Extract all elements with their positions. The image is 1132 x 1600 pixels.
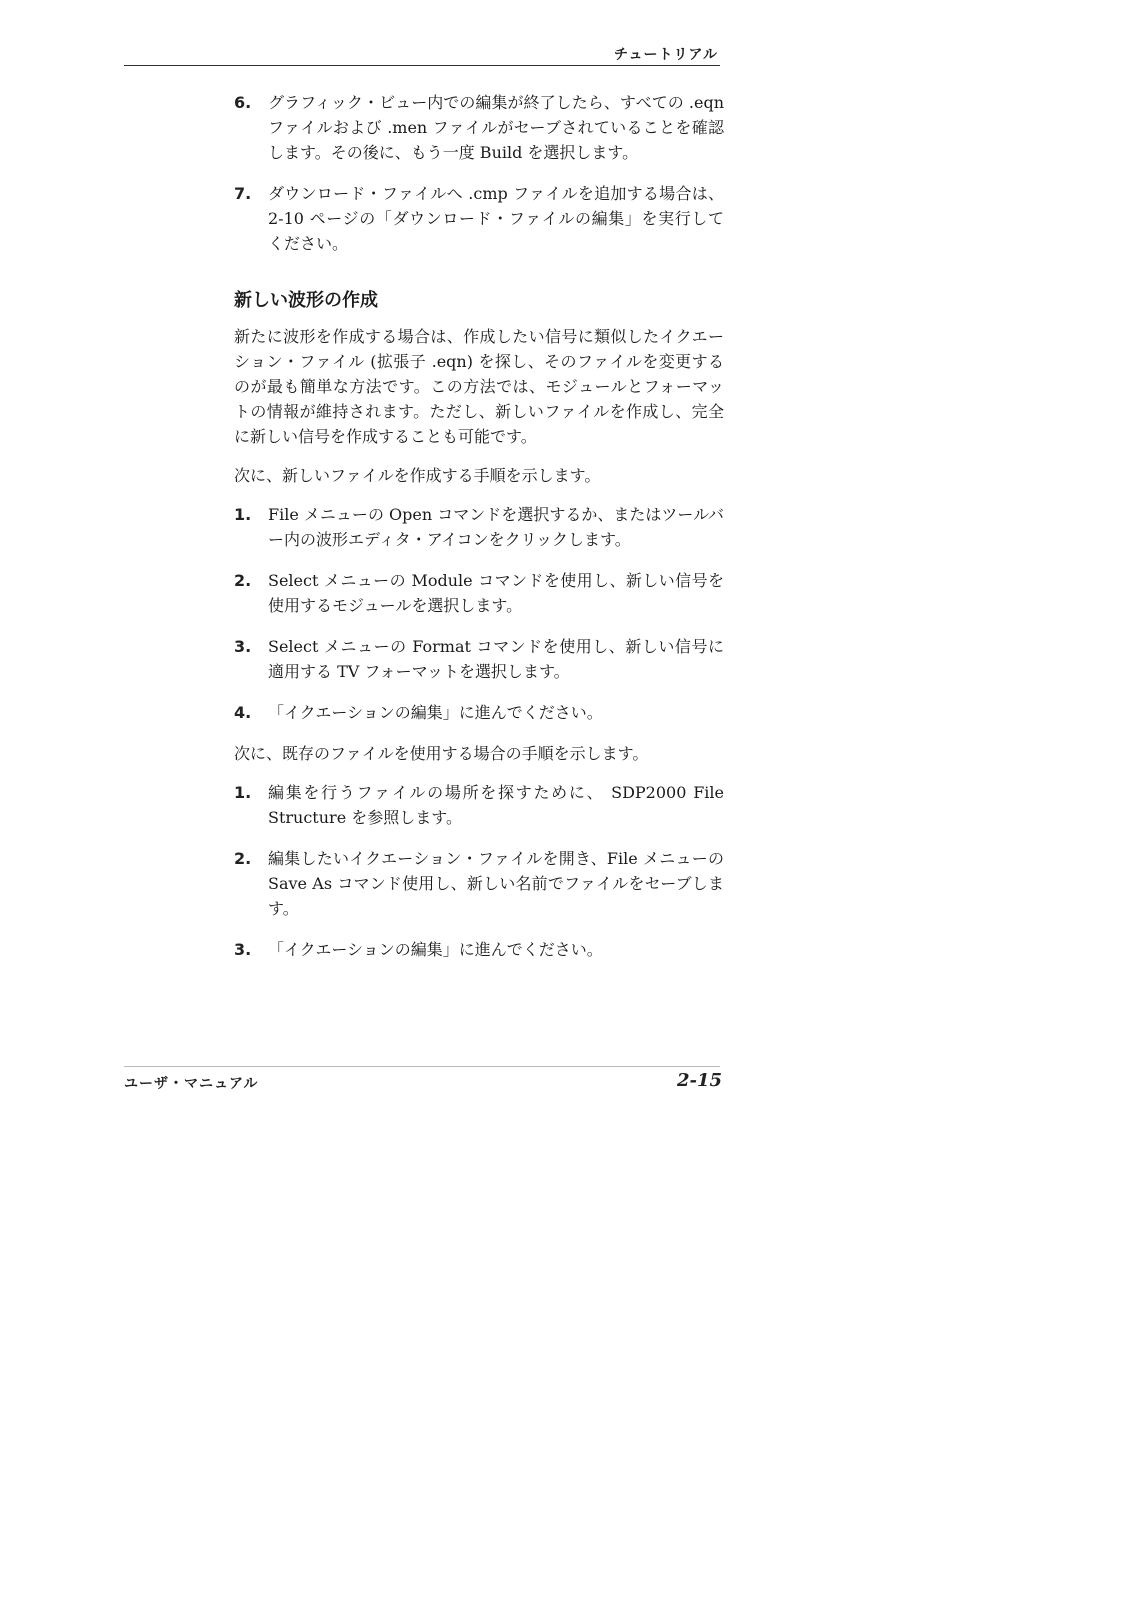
list-item-text: 「イクエーションの編集」に進んでください。 [268, 703, 603, 722]
list-item-number: 2. [234, 571, 252, 590]
existing-file-steps-intro: 次に、既存のファイルを使用する場合の手順を示します。 [234, 744, 649, 763]
steps-list-continued [234, 90, 724, 256]
page-content [234, 90, 724, 978]
list-item [234, 502, 724, 552]
list-item-number: 1. [234, 505, 252, 524]
list-item [234, 634, 724, 684]
list-item-number: 7. [234, 184, 252, 203]
list-item-text: File メニューの Open コマンドを選択するか、またはツールバー内の波形エディタ・アイコンをクリックします。 [268, 505, 724, 549]
list-item [234, 700, 724, 725]
list-item-text: Select メニューの Format コマンドを使用し、新しい信号に適用する TV フォーマットを選択します。 [268, 637, 724, 681]
list-item-text: グラフィック・ビュー内での編集が終了したら、すべての .eqn ファイルおよび .men ファイルがセーブされていることを確認します。その後に、もう一度 Build を選択します。 [268, 93, 724, 162]
list-item [234, 780, 724, 830]
list-item-text: 「イクエーションの編集」に進んでください。 [268, 940, 603, 959]
list-item-number: 3. [234, 940, 252, 959]
existing-file-steps-list [234, 780, 724, 962]
new-file-steps-list [234, 502, 724, 725]
list-item-number: 6. [234, 93, 252, 112]
list-item-number: 3. [234, 637, 252, 656]
list-item-text: Select メニューの Module コマンドを使用し、新しい信号を使用するモジュールを選択します。 [268, 571, 724, 615]
running-header-title: チュートリアル [613, 47, 718, 63]
list-item-text: 編集したいイクエーション・ファイルを開き、File メニューの Save As コマンド使用し、新しい名前でファイルをセーブします。 [268, 849, 724, 918]
section-intro-paragraph: 新たに波形を作成する場合は、作成したい信号に類似したイクエーション・ファイル (拡張子 .eqn) を探し、そのファイルを変更するのが最も簡単な方法です。この方法では、モジュールとフォーマットの情報が維持されます。ただし、新しいファイルを作成し、完全に新しい信号を作成することも可能です。 [234, 327, 724, 446]
header-rule [124, 65, 720, 66]
section-heading: 新しい波形の作成 [234, 290, 378, 311]
list-item-number: 4. [234, 703, 252, 722]
footer-manual-title: ユーザ・マニュアル [124, 1076, 259, 1092]
list-item [234, 937, 724, 962]
list-item [234, 90, 724, 165]
list-item-text: 編集を行うファイルの場所を探すために、 SDP2000 File Structure を参照します。 [268, 783, 724, 827]
list-item [234, 568, 724, 618]
list-item-number: 2. [234, 849, 252, 868]
new-file-steps-intro: 次に、新しいファイルを作成する手順を示します。 [234, 466, 601, 485]
list-item [234, 181, 724, 256]
footer-rule [124, 1066, 720, 1067]
page-number: 2-15 [676, 1070, 722, 1091]
list-item [234, 846, 724, 921]
list-item-text: ダウンロード・ファイルへ .cmp ファイルを追加する場合は、2-10 ページの「ダウンロード・ファイルの編集」を実行してください。 [268, 184, 724, 253]
list-item-number: 1. [234, 783, 252, 802]
